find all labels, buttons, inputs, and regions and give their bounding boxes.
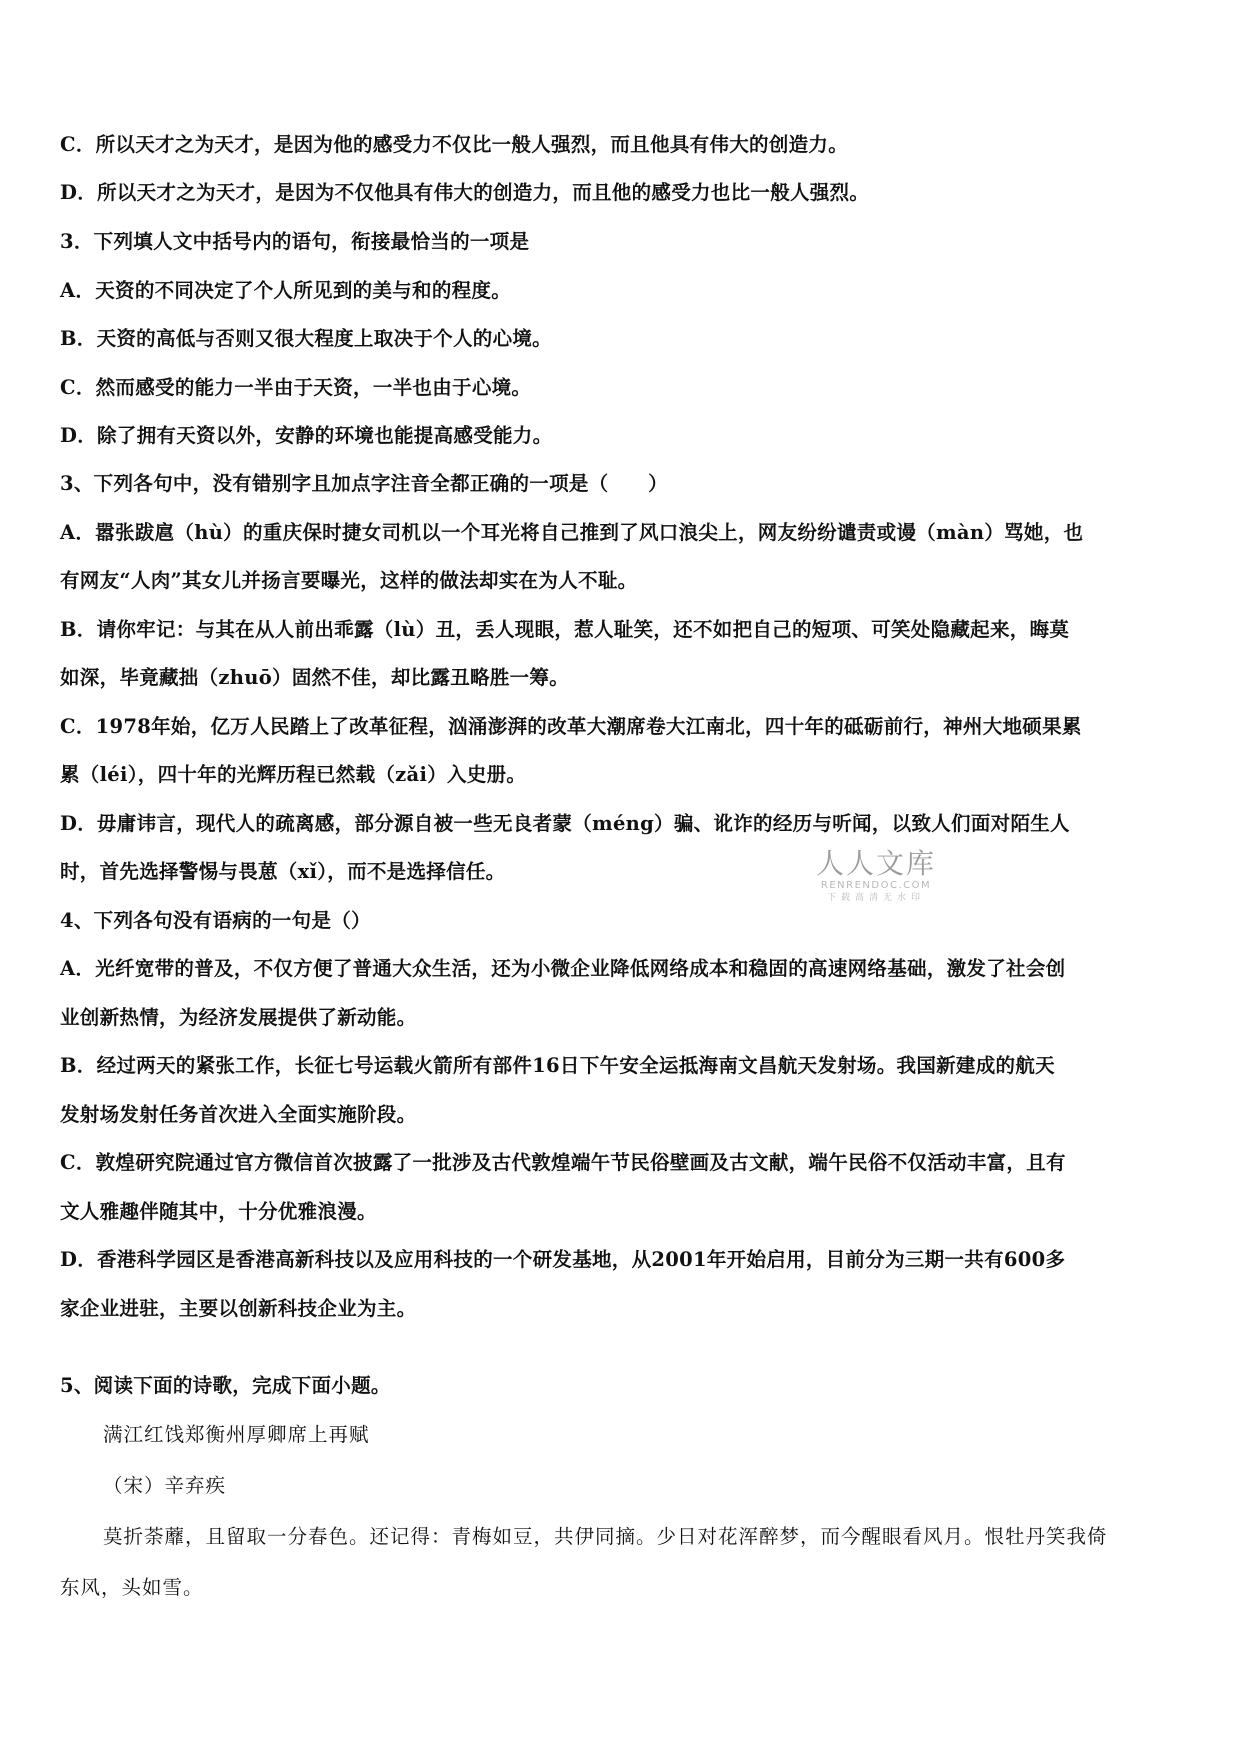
- typo-option-b-line1: B．请你牢记：与其在从人前出乖露（lù）丑，丢人现眼，惹人耻笑，还不如把自己的短项、可笑处隐藏起来，晦莫: [60, 618, 1070, 641]
- q3-option-a: A．天资的不同决定了个人所见到的美与和的程度。: [60, 279, 512, 302]
- watermark-logo: [806, 848, 946, 904]
- q3-option-d: D．除了拥有天资以外，安静的环境也能提高感受能力。: [60, 424, 553, 447]
- typo-option-c-line2: 累（léi），四十年的光辉历程已然载（zǎi）入史册。: [60, 763, 527, 786]
- q4-option-d-line1: D．香港科学园区是香港高新科技以及应用科技的一个研发基地，从2001年开始启用，目前分为三期一共有600多: [60, 1248, 1066, 1271]
- q4-option-b-line2: 发射场发射任务首次进入全面实施阶段。: [60, 1103, 417, 1126]
- q4-option-b-line1: B．经过两天的紧张工作，长征七号运载火箭所有部件16日下午安全运抵海南文昌航天发射场。我国新建成的航天: [60, 1054, 1055, 1077]
- question-3-fill-title: 3．下列填人文中括号内的语句，衔接最恰当的一项是: [60, 230, 530, 253]
- typo-option-d-line1: D．毋庸讳言，现代人的疏离感，部分源自被一些无良者蒙（méng）骗、讹诈的经历与听闻，以致人们面对陌生人: [60, 812, 1070, 835]
- poem-text-line2: 东风，头如雪。: [60, 1576, 204, 1599]
- q4-option-c-line1: C．敦煌研究院通过官方微信首次披露了一批涉及古代敦煌端午节民俗壁画及古文献，端午民俗不仅活动丰富，且有: [60, 1151, 1066, 1174]
- q4-option-a-line2: 业创新热情，为经济发展提供了新动能。: [60, 1006, 417, 1029]
- poem-text-line1: 莫折荼蘼，且留取一分春色。还记得：青梅如豆，共伊同摘。少日对花浑醉梦，而今醒眼看风月。恨牡丹笑我倚: [103, 1525, 1108, 1548]
- question-4-title: 4、下列各句没有语病的一句是（）: [60, 909, 371, 932]
- option-d-genius: D．所以天才之为天才，是因为不仅他具有伟大的创造力，而且他的感受力也比一般人强烈。: [60, 181, 870, 204]
- q3-option-c: C．然而感受的能力一半由于天资，一半也由于心境。: [60, 376, 532, 399]
- poem-title: 满江红饯郑衡州厚卿席上再赋: [103, 1423, 370, 1446]
- question-3-typo-title: 3、下列各句中，没有错别字且加点字注音全都正确的一项是（ ）: [60, 472, 668, 495]
- typo-option-d-line2: 时，首先选择警惕与畏葸（xǐ），而不是选择信任。: [60, 860, 506, 883]
- watermark-subtitle: 下载高清无水印: [826, 893, 925, 903]
- q4-option-d-line2: 家企业进驻，主要以创新科技企业为主。: [60, 1297, 417, 1320]
- q4-option-c-line2: 文人雅趣伴随其中，十分优雅浪漫。: [60, 1200, 377, 1223]
- poem-author: （宋）辛弃疾: [103, 1474, 227, 1497]
- typo-option-c-line1: C．1978年始，亿万人民踏上了改革征程，汹涌澎湃的改革大潮席卷大江南北，四十年的砥砺前行，神州大地硕果累: [60, 715, 1082, 738]
- watermark-title: 人人文库: [815, 847, 936, 880]
- watermark-url: RENRENDOC.COM: [820, 880, 932, 891]
- question-5-title: 5、阅读下面的诗歌，完成下面小题。: [60, 1374, 391, 1397]
- q3-option-b: B．天资的高低与否则又很大程度上取决于个人的心境。: [60, 327, 552, 350]
- typo-option-b-line2: 如深，毕竟藏拙（zhuō）固然不佳，却比露丑略胜一筹。: [60, 666, 570, 689]
- typo-option-a-line1: A．嚣张跋扈（hù）的重庆保时捷女司机以一个耳光将自己推到了风口浪尖上，网友纷纷谴责或谩（màn）骂她，也: [60, 521, 1084, 544]
- typo-option-a-line2: 有网友“人肉”其女儿并扬言要曝光，这样的做法却实在为人不耻。: [60, 569, 638, 592]
- option-c-genius: C．所以天才之为天才，是因为他的感受力不仅比一般人强烈，而且他具有伟大的创造力。: [60, 133, 849, 156]
- q4-option-a-line1: A．光纤宽带的普及，不仅方便了普通大众生活，还为小微企业降低网络成本和稳固的高速网络基础，激发了社会创: [60, 957, 1066, 980]
